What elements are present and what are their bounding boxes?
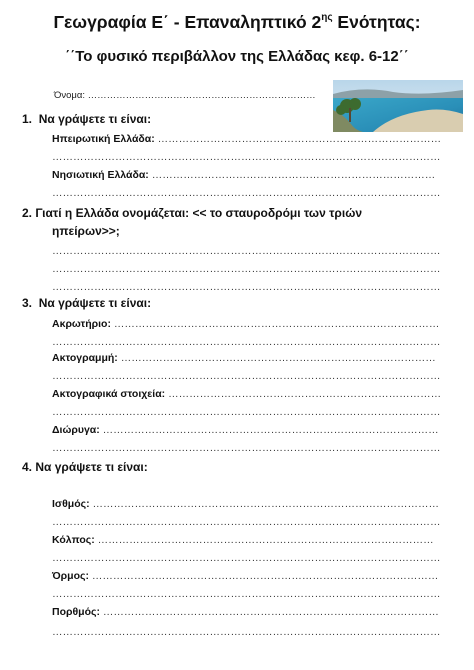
answer-line[interactable]: ………………………………………………………………………………………………… [52,151,441,163]
answer-label[interactable]: Ακρωτήριο: ………………………………………………………………………………… [52,318,440,330]
answer-line[interactable]: ………………………………………………………………………………………………… [52,187,441,199]
question-3: 3. Να γράψετε τι είναι: [22,296,152,310]
answer-line[interactable]: ………………………………………………………………………………………………… [52,552,441,564]
answer-line[interactable]: ………………………………………………………………………………………………… [52,406,441,418]
answer-label[interactable]: Ακτογραφικά στοιχεία: …………………………………………………………………… [52,388,442,400]
answer-line[interactable]: ………………………………………………………………………………………………… [52,245,441,257]
question-1: 1. Να γράψετε τι είναι: [22,112,152,126]
answer-label[interactable]: Κόλπος: …………………………………………………………………………………… [52,534,434,546]
answer-label[interactable]: Διώρυγα: …………………………………………………………………………………… [52,424,439,436]
answer-line[interactable]: ………………………………………………………………………………………………… [52,626,441,638]
answer-label[interactable]: Νησιωτική Ελλάδα: ……………………………………………………………………… [52,169,436,181]
answer-label[interactable]: Πορθμός: …………………………………………………………………………………… [52,606,439,618]
question-2: 2. Γιατί η Ελλάδα ονομάζεται: << το σταυροδρόμι των τριών [22,206,363,220]
answer-label[interactable]: Ηπειρωτική Ελλάδα: ……………………………………………………………………… [52,133,442,145]
answer-line[interactable]: ………………………………………………………………………………………………… [52,588,441,600]
answer-label[interactable]: Ακτογραμμή: ……………………………………………………………………………… [52,352,436,364]
answer-label[interactable]: Όρμος: ……………………………………………………………………………………… [52,570,439,582]
answer-line[interactable]: ………………………………………………………………………………………………… [52,281,441,293]
answer-line[interactable]: ………………………………………………………………………………………………… [52,442,441,454]
page-title: Γεωγραφία Ε΄ - Επαναληπτικό $2^{\eta\varsigma}$ Ενότητας: [53,12,421,32]
answer-label[interactable]: Ισθμός: ……………………………………………………………………………………… [52,498,439,510]
name-field[interactable]: Όνομα: ……………………………………………………………… [54,90,316,101]
answer-line[interactable]: ………………………………………………………………………………………………… [52,370,441,382]
question-2-cont: ηπείρων>>; [52,224,120,238]
answer-line[interactable]: ………………………………………………………………………………………………… [52,336,441,348]
answer-line[interactable]: ………………………………………………………………………………………………… [52,263,441,275]
coastal-landscape-photo [333,80,463,132]
answer-line[interactable]: ………………………………………………………………………………………………… [52,516,441,528]
question-4: 4. Να γράψετε τι είναι: [22,460,148,474]
page-subtitle: ΄΄Το φυσικό περιβάλλον της Ελλάδας κεφ. 6-12΄΄ [65,48,409,65]
